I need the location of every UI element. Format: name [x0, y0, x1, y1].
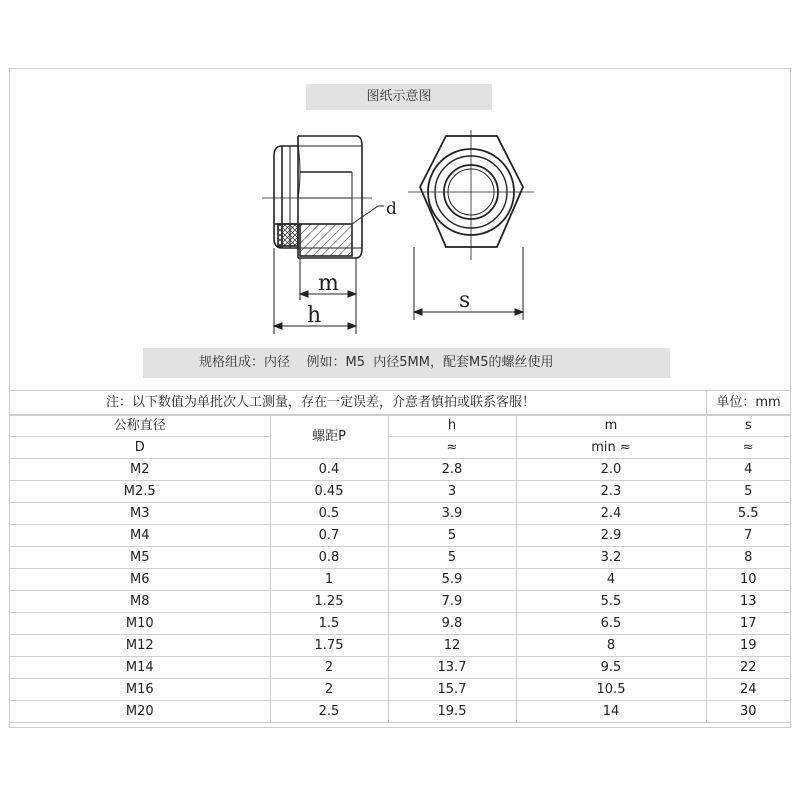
cell-h: 2.8 — [388, 459, 516, 481]
cell-h: 3 — [388, 481, 516, 503]
spec-table — [10, 414, 790, 723]
cell-m: 2.3 — [516, 481, 706, 503]
drawing-title: 图纸示意图 — [306, 84, 492, 110]
cell-pitch: 0.45 — [270, 481, 388, 503]
cell-pitch: 2 — [270, 657, 388, 679]
cell-diameter: M2.5 — [10, 481, 270, 503]
cell-m: 5.5 — [516, 591, 706, 613]
cell-m: 8 — [516, 635, 706, 657]
cell-diameter: M6 — [10, 569, 270, 591]
cell-pitch: 0.4 — [270, 459, 388, 481]
cell-pitch: 0.7 — [270, 525, 388, 547]
cell-m: 14 — [516, 701, 706, 723]
cell-h: 19.5 — [388, 701, 516, 723]
cell-m: 2.0 — [516, 459, 706, 481]
cell-s: 7 — [706, 525, 790, 547]
header-s-approx: ≈ — [706, 437, 790, 459]
table-row — [10, 679, 790, 701]
spec-description: 规格组成：内径 例如：M5 内径5MM，配套M5的螺丝使用 — [143, 348, 670, 378]
cell-h: 13.7 — [388, 657, 516, 679]
cell-s: 5.5 — [706, 503, 790, 525]
cell-pitch: 1.5 — [270, 613, 388, 635]
header-row-bottom — [10, 437, 790, 459]
header-m-min: min ≈ — [516, 437, 706, 459]
cell-diameter: M5 — [10, 547, 270, 569]
table-row — [10, 459, 790, 481]
cell-s: 24 — [706, 679, 790, 701]
table-row — [10, 701, 790, 723]
cell-pitch: 0.5 — [270, 503, 388, 525]
cell-s: 8 — [706, 547, 790, 569]
cell-diameter: M3 — [10, 503, 270, 525]
dimension-label-m: m — [318, 271, 339, 296]
cell-s: 17 — [706, 613, 790, 635]
cell-m: 3.2 — [516, 547, 706, 569]
cell-pitch: 2 — [270, 679, 388, 701]
cell-diameter: M10 — [10, 613, 270, 635]
dimension-label-d: d — [386, 199, 397, 219]
header-diameter-symbol: D — [10, 437, 270, 459]
header-m: m — [516, 415, 706, 437]
note-row — [10, 390, 790, 416]
dimension-label-s: s — [459, 288, 471, 313]
cell-diameter: M12 — [10, 635, 270, 657]
front-view — [408, 130, 534, 260]
cell-h: 7.9 — [388, 591, 516, 613]
table-row — [10, 613, 790, 635]
cell-pitch: 2.5 — [270, 701, 388, 723]
cell-s: 22 — [706, 657, 790, 679]
cell-s: 13 — [706, 591, 790, 613]
cell-s: 19 — [706, 635, 790, 657]
cell-m: 2.9 — [516, 525, 706, 547]
header-pitch: 螺距P — [270, 415, 388, 459]
table-row — [10, 569, 790, 591]
header-h: h — [388, 415, 516, 437]
side-view — [262, 136, 372, 258]
table-row — [10, 591, 790, 613]
table-row — [10, 525, 790, 547]
measurement-note: 注：以下数值为单批次人工测量，存在一定误差，介意者慎拍或联系客服！ — [106, 395, 536, 410]
cell-s: 4 — [706, 459, 790, 481]
unit-label: 单位：mm — [706, 391, 790, 415]
cell-s: 5 — [706, 481, 790, 503]
cell-diameter: M20 — [10, 701, 270, 723]
nut-technical-drawing — [0, 0, 800, 345]
cell-diameter: M8 — [10, 591, 270, 613]
cell-h: 5.9 — [388, 569, 516, 591]
table-row — [10, 547, 790, 569]
table-row — [10, 635, 790, 657]
cell-diameter: M4 — [10, 525, 270, 547]
cell-pitch: 1 — [270, 569, 388, 591]
cell-pitch: 0.8 — [270, 547, 388, 569]
cell-h: 9.8 — [388, 613, 516, 635]
cell-pitch: 1.75 — [270, 635, 388, 657]
cell-m: 9.5 — [516, 657, 706, 679]
header-diameter: 公称直径 — [10, 415, 270, 437]
table-row — [10, 503, 790, 525]
cell-m: 6.5 — [516, 613, 706, 635]
cell-h: 15.7 — [388, 679, 516, 701]
cell-m: 4 — [516, 569, 706, 591]
cell-diameter: M14 — [10, 657, 270, 679]
cell-h: 3.9 — [388, 503, 516, 525]
dimension-label-h: h — [307, 303, 322, 328]
cell-diameter: M16 — [10, 679, 270, 701]
cell-diameter: M2 — [10, 459, 270, 481]
header-s: s — [706, 415, 790, 437]
table-row — [10, 481, 790, 503]
header-h-approx: ≈ — [388, 437, 516, 459]
cell-s: 10 — [706, 569, 790, 591]
cell-s: 30 — [706, 701, 790, 723]
cell-m: 2.4 — [516, 503, 706, 525]
cell-h: 5 — [388, 547, 516, 569]
cell-h: 12 — [388, 635, 516, 657]
header-row-top — [10, 415, 790, 437]
cell-h: 5 — [388, 525, 516, 547]
table-row — [10, 657, 790, 679]
cell-pitch: 1.25 — [270, 591, 388, 613]
cell-m: 10.5 — [516, 679, 706, 701]
